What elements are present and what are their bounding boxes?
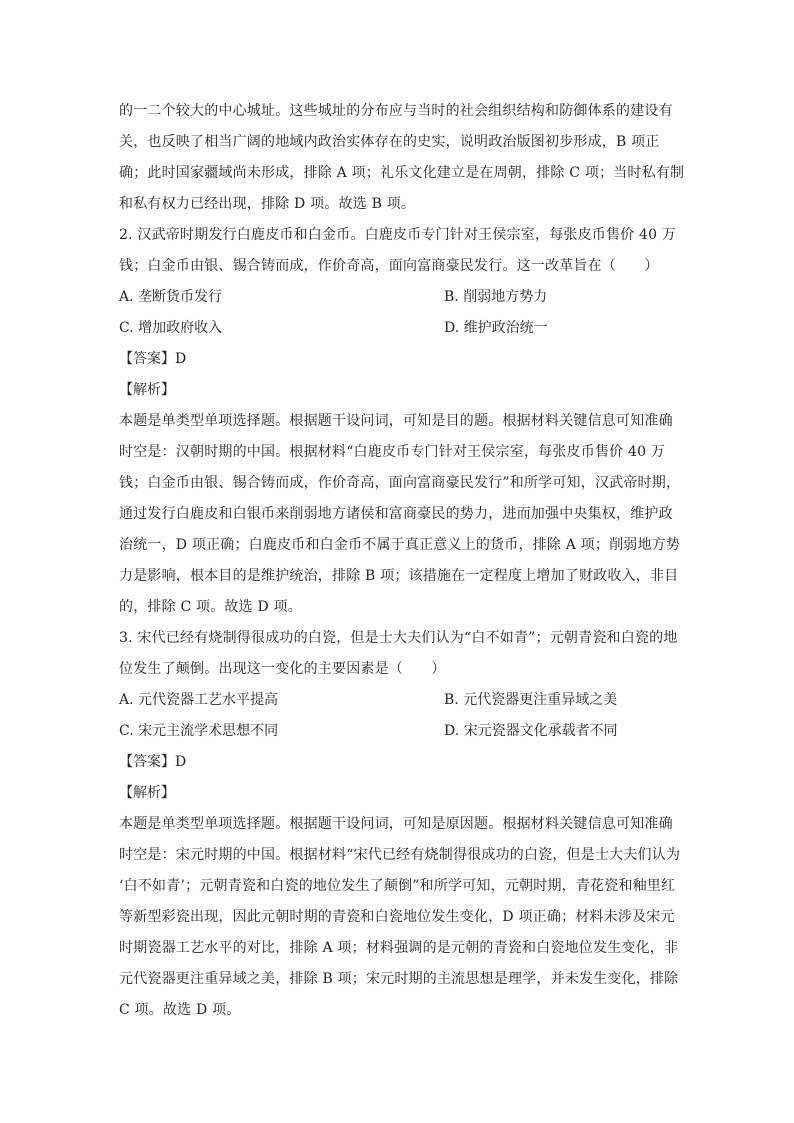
option-c: C. 宋元主流学术思想不同	[119, 723, 279, 739]
options-row	[119, 313, 674, 344]
options-row	[119, 282, 674, 313]
text-line: 的一二个较大的中心城址。这些城址的分布应与当时的社会组织结构和防御体系的建设有	[119, 103, 673, 119]
option-d: D. 维护政治统一	[444, 320, 548, 336]
text-line: ‘白不如青’；元朝青瓷和白瓷的地位发生了颠倒”和所学可知，元朝时期，青花瓷和釉里红	[119, 878, 676, 894]
text-line: 本题是单类型单项选择题。根据题干设问词，可知是目的题。根据材料关键信息可知准确	[119, 413, 673, 429]
answer-label: 【答案】D	[119, 351, 187, 367]
text-line: 时空是：宋元时期的中国。根据材料“宋代已经有烧制得很成功的白瓷，但是士大夫们认为	[119, 847, 681, 863]
option-a: A. 元代瓷器工艺水平提高	[119, 692, 279, 708]
text-line: 钱；白金币由银、锡合铸而成，作价奇高，面向富商豪民发行”和所学可知，汉武帝时期，	[119, 475, 681, 491]
analysis-label: 【解析】	[119, 382, 175, 398]
text-line: 时期瓷器工艺水平的对比，排除 A 项；材料强调的是元朝的青瓷和白瓷地位发生变化，非	[119, 940, 679, 956]
text-line: 元代瓷器更注重异域之美，排除 B 项；宋元时期的主流思想是理学，并未发生变化，排除	[119, 971, 679, 987]
question-stem-line: 3. 宋代已经有烧制得很成功的白瓷，但是士大夫们认为“白不如青”；元朝青瓷和白瓷的地	[119, 630, 678, 646]
options-row	[119, 716, 674, 747]
text-line: 和私有权力已经出现，排除 D 项。故选 B 项。	[119, 196, 416, 212]
analysis-text	[119, 809, 681, 1026]
option-a: A. 垄断货币发行	[119, 289, 223, 305]
option-b: B. 元代瓷器更注重异域之美	[444, 692, 618, 708]
question-stem-line: 位发生了颠倒。出现这一变化的主要因素是（ ）	[119, 661, 446, 677]
text-line: 的，排除 C 项。故选 D 项。	[119, 599, 302, 615]
question-3	[119, 623, 681, 1026]
text-line: 时空是：汉朝时期的中国。根据材料“白鹿皮币专门针对王侯宗室，每张皮币售价 40 万	[119, 444, 666, 460]
text-line: 通过发行白鹿皮和白银币来削弱地方诸侯和富商豪民的势力，进而加强中央集权，维护政	[119, 506, 673, 522]
question-stem-line: 钱；白金币由银、锡合铸而成，作价奇高，面向富商豪民发行。这一改革旨在（ ）	[119, 258, 659, 274]
analysis-text	[119, 406, 681, 623]
question-stem-line: 2. 汉武帝时期发行白鹿皮币和白金币。白鹿皮币专门针对王侯宗室，每张皮币售价 40 万	[119, 227, 677, 243]
text-line: C 项。故选 D 项。	[119, 1002, 241, 1018]
option-c: C. 增加政府收入	[119, 320, 223, 336]
text-line: 治统一，D 项正确；白鹿皮币和白金币不属于真正意义上的货币，排除 A 项；削弱地方势	[119, 537, 681, 553]
intro-paragraph	[119, 96, 685, 220]
text-line: 本题是单类型单项选择题。根据题干设问词，可知是原因题。根据材料关键信息可知准确	[119, 816, 673, 832]
text-line: 确；此时国家疆域尚未形成，排除 A 项；礼乐文化建立是在周朝，排除 C 项；当时私有制	[119, 165, 685, 181]
option-b: B. 削弱地方势力	[444, 289, 548, 305]
text-line: 等新型彩瓷出现，因此元朝时期的青瓷和白瓷地位发生变化，D 项正确；材料未涉及宋元	[119, 909, 675, 925]
answer-label: 【答案】D	[119, 754, 187, 770]
text-line: 力是影响，根本目的是维护统治，排除 B 项；该措施在一定程度上增加了财政收入，非目	[119, 568, 679, 584]
option-d: D. 宋元瓷器文化承载者不同	[444, 723, 618, 739]
analysis-label: 【解析】	[119, 785, 175, 801]
options-row	[119, 685, 674, 716]
question-2	[119, 220, 681, 623]
text-line: 关，也反映了相当广阔的地域内政治实体存在的史实，说明政治版图初步形成，B 项正	[119, 134, 660, 150]
